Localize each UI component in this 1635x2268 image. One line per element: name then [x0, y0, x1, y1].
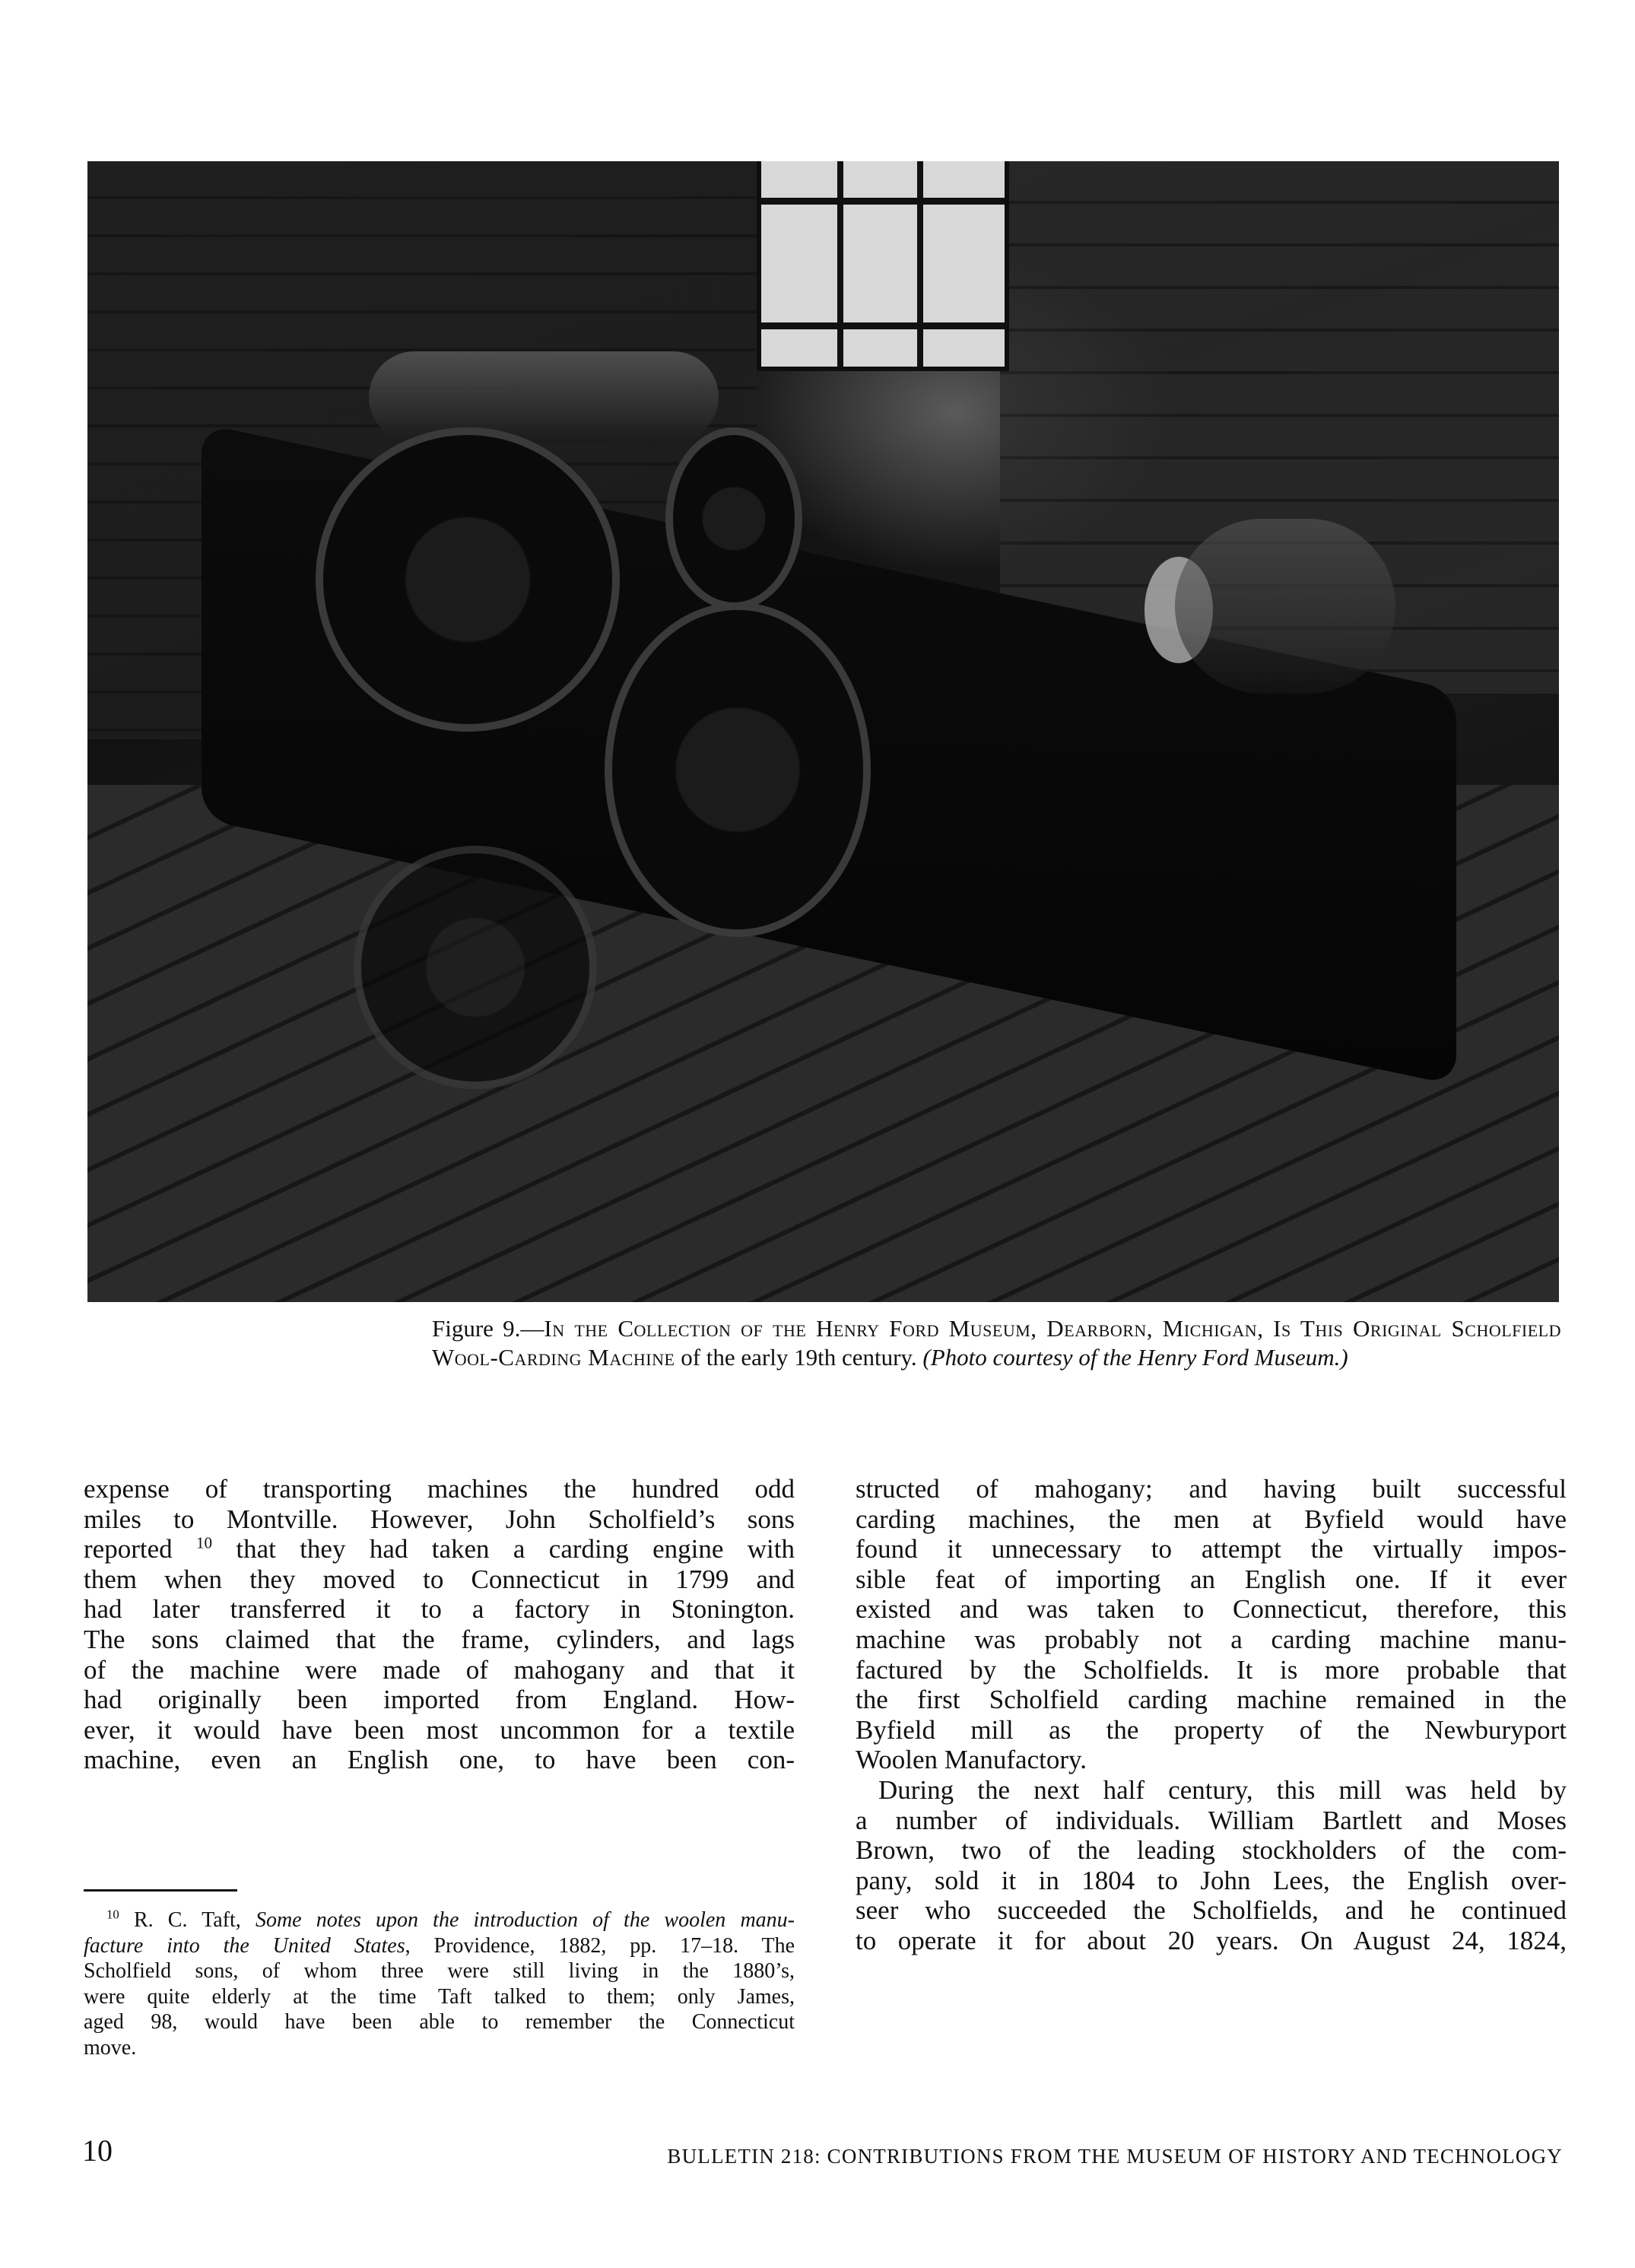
- feed-roller: [1175, 519, 1395, 694]
- text-line: of the machine were made of mahogany and that it: [84, 1654, 795, 1685]
- text-line: found it unnecessary to attempt the virtually impos-: [856, 1534, 1567, 1564]
- text-line: had later transferred it to a factory in Stonington.: [84, 1594, 795, 1625]
- figure-photo: [87, 161, 1559, 1302]
- text-line: carding machines, the men at Byfield would have: [856, 1504, 1567, 1534]
- caption-title: In the Collection of the Henry Ford Museum, Dearborn, Michigan, Is This Original Scholfield Wool-Carding Machine: [432, 1315, 1562, 1371]
- footnote-line: Scholfield sons, of whom three were still living in the 1880’s,: [84, 1959, 795, 1983]
- text-line: a number of individuals. William Bartlett and Moses: [856, 1805, 1567, 1835]
- text-line: miles to Montville. However, John Scholfield’s sons: [84, 1504, 795, 1534]
- caption-credit: (Photo courtesy of the Henry Ford Museum.): [922, 1344, 1348, 1371]
- footnote-line: move.: [84, 2035, 137, 2060]
- text-line: to operate it for about 20 years. On August 24, 1824,: [856, 1925, 1567, 1955]
- footnote-line: were quite elderly at the time Taft talked to them; only James,: [84, 1984, 795, 2009]
- footnote: [84, 1907, 795, 2060]
- upper-wheel: [665, 427, 802, 610]
- text-line: factured by the Scholfields. It is more probable that: [856, 1654, 1567, 1685]
- caption-text: of the early 19th century.: [675, 1344, 923, 1371]
- text-line: the first Scholfield carding machine remained in the: [856, 1685, 1567, 1715]
- text-line: sible feat of importing an English one. If it ever: [856, 1564, 1567, 1594]
- text-line: Brown, two of the leading stockholders of the com-: [856, 1835, 1567, 1866]
- footnote-line: aged 98, would have been able to remember the Connecticut: [84, 2010, 795, 2034]
- text-line: ever, it would have been most uncommon for a textile: [84, 1714, 795, 1745]
- lower-wheel: [354, 846, 597, 1089]
- text-line: existed and was taken to Connecticut, therefore, this: [856, 1594, 1567, 1625]
- window: [757, 161, 1009, 371]
- text-line: During the next half century, this mill was held by: [878, 1774, 1567, 1805]
- text-line: expense of transporting machines the hundred odd: [84, 1474, 795, 1504]
- footnote-ref[interactable]: 10: [195, 1533, 212, 1552]
- text-line: pany, sold it in 1804 to John Lees, the English over-: [856, 1865, 1567, 1895]
- footnote-line: facture into the United States, Providence, 1882, pp. 17–18. The: [84, 1933, 795, 1958]
- text-line: Woolen Manufactory.: [856, 1745, 1087, 1775]
- text-line: structed of mahogany; and having built successful: [856, 1474, 1567, 1504]
- running-title: BULLETIN 218: CONTRIBUTIONS FROM THE MUSEUM OF HISTORY AND TECHNOLOGY: [667, 2145, 1563, 2168]
- footnote-number: 10: [106, 1907, 119, 1922]
- right-column: [856, 1474, 1567, 1956]
- figure-caption: [432, 1314, 1561, 1372]
- caption-label: Figure 9.—: [432, 1315, 544, 1342]
- text-line: reported $^{10}$ that they had taken a carding engine with: [84, 1533, 795, 1564]
- text-line: seer who succeeded the Scholfields, and he continued: [856, 1895, 1567, 1926]
- large-wheel: [316, 427, 620, 732]
- footnote-rule: [84, 1889, 237, 1892]
- drive-wheel: [605, 602, 871, 937]
- text-line: had originally been imported from England. How-: [84, 1685, 795, 1715]
- text-line: machine was probably not a carding machine manu-: [856, 1624, 1567, 1654]
- left-column: [84, 1474, 795, 1775]
- text-line: them when they moved to Connecticut in 1799 and: [84, 1564, 795, 1594]
- footnote-line: $^{10}$ R. C. Taft, Some notes upon the introduction of the woolen manu-: [106, 1907, 795, 1932]
- text-line: The sons claimed that the frame, cylinders, and lags: [84, 1624, 795, 1654]
- text-line: machine, even an English one, to have been con-: [84, 1745, 795, 1775]
- page-number: 10: [82, 2133, 113, 2168]
- roller: [369, 351, 719, 443]
- text-line: Byfield mill as the property of the Newburyport: [856, 1714, 1567, 1745]
